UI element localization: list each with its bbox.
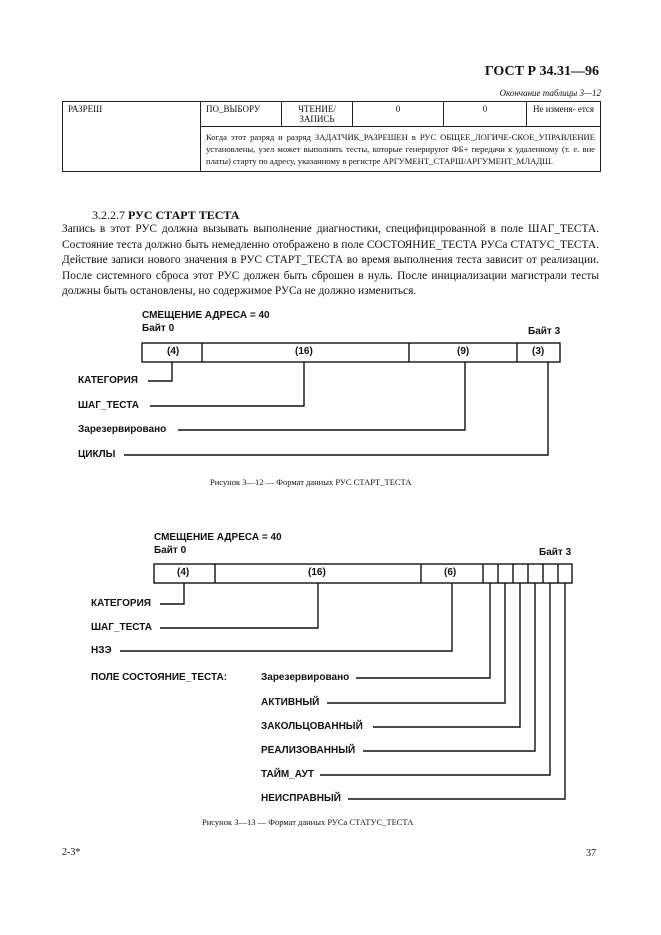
access-cell: ЧТЕНИЕ/ ЗАПИСЬ [282,102,353,127]
fig2-label-step: ШАГ_ТЕСТА [91,622,152,633]
fig1-label-category: КАТЕГОРИЯ [78,375,138,386]
description-cell: Когда этот разряд и разряд ЗАДАТЧИК_РАЗРЕШЕН в РУС ОБЩЕЕ_ЛОГИЧЕ-СКОЕ_УПРАВЛЕНИЕ установлены, узел может выполнять тесты, которые генерируют ФБ+ передачи к удаленному (т. е. вне платы) старту по адресу, указанному в регистре АРГУМЕНТ_СТАРШ/АРГУМЕНТ_МЛАДШ. [201,127,601,172]
fig1-register-box [142,343,560,362]
fig1-byte0-label: Байт 0 [142,323,175,334]
fig2-status-field-label: ПОЛЕ СОСТОЯНИЕ_ТЕСТА: [91,672,228,683]
fig1-offset-label: СМЕЩЕНИЕ АДРЕСА = 40 [142,310,270,321]
fig1-field-width: (9) [457,346,470,357]
section-paragraph: Запись в этот РУС должна вызывать выполнение диагностики, специфицированной в поле ШАГ_ТЕСТА. Состояние теста должно быть немедленно отображено в поле СОСТОЯНИЕ_ТЕСТА РУСа СТАТУС_ТЕСТА. Действие записи нового значения в РУС СТАРТ_ТЕСТА во время выполнения теста зависит от реализации. После системного сброса этот РУС должен быть сброшен в нуль. После инициализации магистрали тесты должны быть остановлены, но содержимое РУСа не должно измениться. [62,223,599,298]
fig2-label-nze: НЗЭ [91,645,112,656]
table-continuation-note: Окончание таблицы 3—12 [499,88,601,98]
fig2-field-width: (4) [177,567,190,578]
fig1-byte3-label: Байт 3 [528,326,561,337]
select-cell: ПО_ВЫБОРУ [201,102,282,127]
fig2-bit-looped: ЗАКОЛЬЦОВАННЫЙ [261,721,363,732]
fig2-offset-label: СМЕЩЕНИЕ АДРЕСА = 40 [154,532,282,543]
fig2-register-box [154,564,572,583]
fig2-bit-reserved: Зарезервировано [261,672,350,683]
fig1-label-cycles: ЦИКЛЫ [78,449,116,460]
fig1-field-width: (4) [167,346,180,357]
footer-sheet-mark: 2-3* [62,847,81,858]
fig2-byte3-label: Байт 3 [539,547,572,558]
fig1-field-width: (16) [295,346,313,357]
page-number: 37 [586,848,596,859]
section-title: РУС СТАРТ ТЕСТА [128,208,240,222]
fig1-field-width: (3) [532,346,545,357]
fig2-bit-faulty: НЕИСПРАВНЫЙ [261,793,341,804]
fig1-caption: Рисунок 3—12 — Формат данных РУС СТАРТ_ТЕСТА [210,477,412,487]
fig1-label-reserved: Зарезервировано [78,424,167,435]
fig2-field-width: (16) [308,567,326,578]
value-cell: 0 [444,102,527,127]
section-number: 3.2.2.7 [92,208,125,222]
fig2-label-category: КАТЕГОРИЯ [91,598,151,609]
field-name-cell: РАЗРЕШ [63,102,201,172]
fig2-caption: Рисунок 3—13 — Формат данных РУСа СТАТУС_ТЕСТА [202,817,414,827]
fig2-bit-timeout: ТАЙМ_АУТ [261,769,314,780]
document-code: ГОСТ Р 34.31—96 [484,64,599,79]
fig2-bit-active: АКТИВНЫЙ [261,697,320,708]
fig2-byte0-label: Байт 0 [154,545,187,556]
value-cell: 0 [353,102,444,127]
note-cell: Не изменя- ется [527,102,601,127]
fig2-bit-implemented: РЕАЛИЗОВАННЫЙ [261,745,356,756]
fig2-field-width: (6) [444,567,457,578]
fig1-label-step: ШАГ_ТЕСТА [78,400,139,411]
